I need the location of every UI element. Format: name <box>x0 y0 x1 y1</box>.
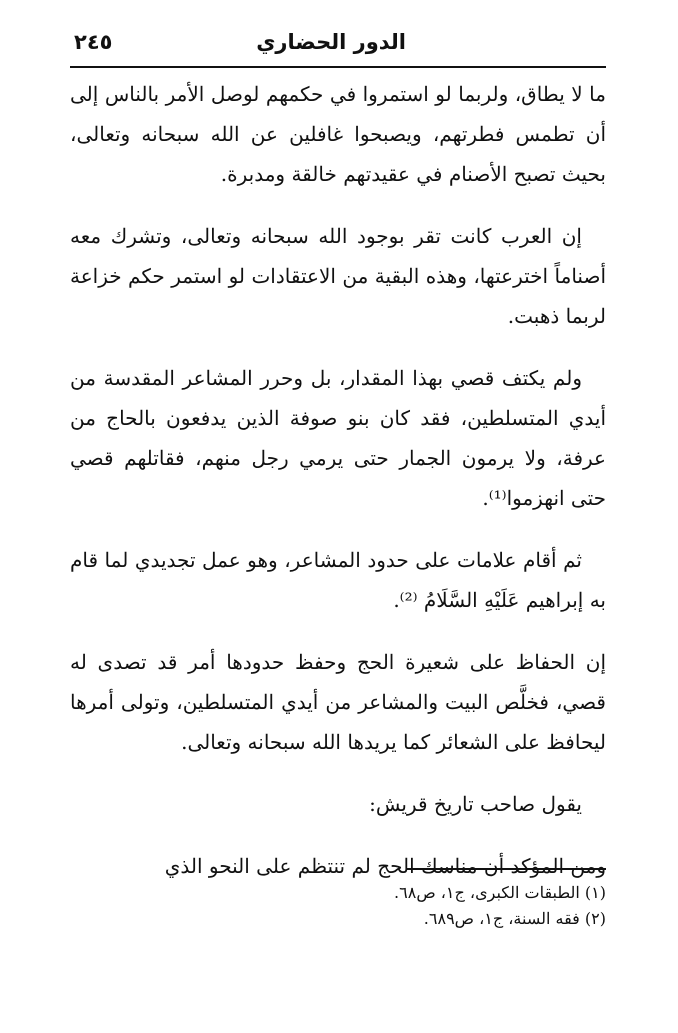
paragraph-1: ما لا يطاق، ولربما لو استمروا في حكمهم لوصل الأمر بالناس إلى أن تطمس فطرتهم، ويصبحوا غافلين عن الله سبحانه وتعالى، بحيث تصبح الأصنام في عقيدتهم خالقة ومدبرة. <box>70 82 606 186</box>
footnote-2: (٢) فقه السنة، ج١، ص٦٨٩. <box>423 909 606 928</box>
paragraph-4: ثم أقام علامات على حدود المشاعر، وهو عمل تجديدي لما قام به إبراهيم عَلَيْهِ السَّلَامُ ⁽²⁾. <box>70 548 606 612</box>
footnote-1: (١) الطبقات الكبرى، ج١، ص٦٨. <box>394 883 606 902</box>
paragraph-3: ولم يكتف قصي بهذا المقدار، بل وحرر المشاعر المقدسة من أيدي المتسلطين، فقد كان بنو صوفة الذين يدفعون بالحاج من عرفة، ولا يرمون الجمار حتى يرمي رجل منهم، فقاتلهم قصي حتى انهزموا⁽¹⁾. <box>70 366 606 510</box>
body-text <box>70 74 606 908</box>
paragraph-5: إن الحفاظ على شعيرة الحج وحفظ حدودها أمر قد تصدى له قصي، فخلَّص البيت والمشاعر من أيدي المتسلطين، وتولى أمرها ليحافظ على الشعائر كما يريدها الله سبحانه وتعالى. <box>70 650 606 754</box>
running-head-title: الدور الحضاري <box>256 30 406 54</box>
footnote-divider <box>406 868 606 870</box>
paragraph-2: إن العرب كانت تقر بوجود الله سبحانه وتعالى، وتشرك معه أصناماً اخترعتها، وهذه البقية من الاعتقادات لو استمر حكم خزاعة لربما ذهبت. <box>70 224 607 328</box>
footnotes <box>70 880 606 932</box>
page-header <box>70 28 606 68</box>
page-number: ٢٤٥ <box>74 30 113 54</box>
paragraph-7: ومن المؤكد أن مناسك الحج لم تنتظم على النحو الذي <box>164 854 606 878</box>
paragraph-6: يقول صاحب تاريخ قريش: <box>369 792 582 816</box>
